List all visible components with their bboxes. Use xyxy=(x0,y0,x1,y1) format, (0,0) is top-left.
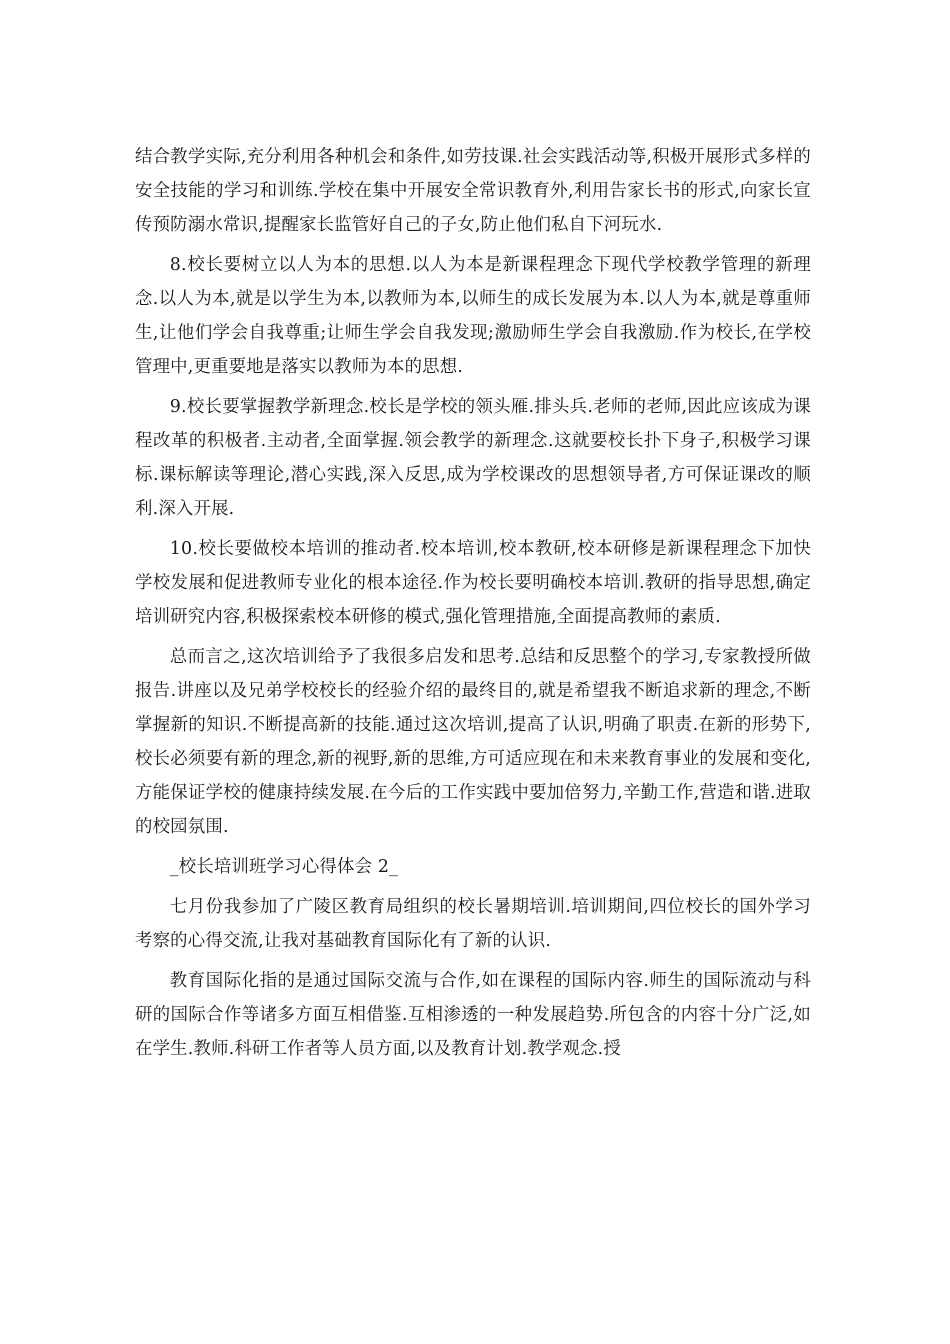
paragraph-conclusion: 总而言之,这次培训给予了我很多启发和思考.总结和反思整个的学习,专家教授所做报告.讲座以及兄弟学校校长的经验介绍的最终目的,就是希望我不断追求新的理念,不断掌握新的知识.不断提高新的技能.通过这次培训,提高了认识,明确了职责.在新的形势下,校长必须要有新的理念,新的视野,新的思维,方可适应现在和未来教育事业的发展和变化,方能保证学校的健康持续发展.在今后的工作实践中要加倍努力,辛勤工作,营造和谐.进取的校园氛围. xyxy=(135,647,811,837)
section-heading: _校长培训班学习心得体会 2_ xyxy=(169,857,399,877)
paragraph-july-training: 七月份我参加了广陵区教育局组织的校长暑期培训.培训期间,四位校长的国外学习考察的心得交流,让我对基础教育国际化有了新的认识. xyxy=(135,897,811,951)
document-body xyxy=(135,140,811,1072)
paragraph-item-9: 9.校长要掌握教学新理念.校长是学校的领头雁.排头兵.老师的老师,因此应该成为课程改革的积极者.主动者,全面掌握.领会教学的新理念.这就要校长扑下身子,积极学习课标.课标解读等理论,潜心实践,深入反思,成为学校课改的思想领导者,方可保证课改的顺利.深入开展. xyxy=(135,397,811,519)
paragraph-item-8: 8.校长要树立以人为本的思想.以人为本是新课程理念下现代学校教学管理的新理念.以人为本,就是以学生为本,以教师为本,以师生的成长发展为本.以人为本,就是尊重师生,让他们学会自我尊重;让师生学会自我发现;激励师生学会自我激励.作为校长,在学校管理中,更重要地是落实以教师为本的思想. xyxy=(135,255,811,377)
paragraph-safety-skills: 结合教学实际,充分利用各种机会和条件,如劳技课.社会实践活动等,积极开展形式多样的安全技能的学习和训练.学校在集中开展安全常识教育外,利用告家长书的形式,向家长宣传预防溺水常识,提醒家长监管好自己的子女,防止他们私自下河玩水. xyxy=(135,147,811,235)
paragraph-internationalization: 教育国际化指的是通过国际交流与合作,如在课程的国际内容.师生的国际流动与科研的国际合作等诸多方面互相借鉴.互相渗透的一种发展趋势.所包含的内容十分广泛,如在学生.教师.科研工作者等人员方面,以及教育计划.教学观念.授 xyxy=(135,971,811,1059)
paragraph-item-10: 10.校长要做校本培训的推动者.校本培训,校本教研,校本研修是新课程理念下加快学校发展和促进教师专业化的根本途径.作为校长要明确校本培训.教研的指导思想,确定培训研究内容,积极探索校本研修的模式,强化管理措施,全面提高教师的素质. xyxy=(135,539,811,627)
